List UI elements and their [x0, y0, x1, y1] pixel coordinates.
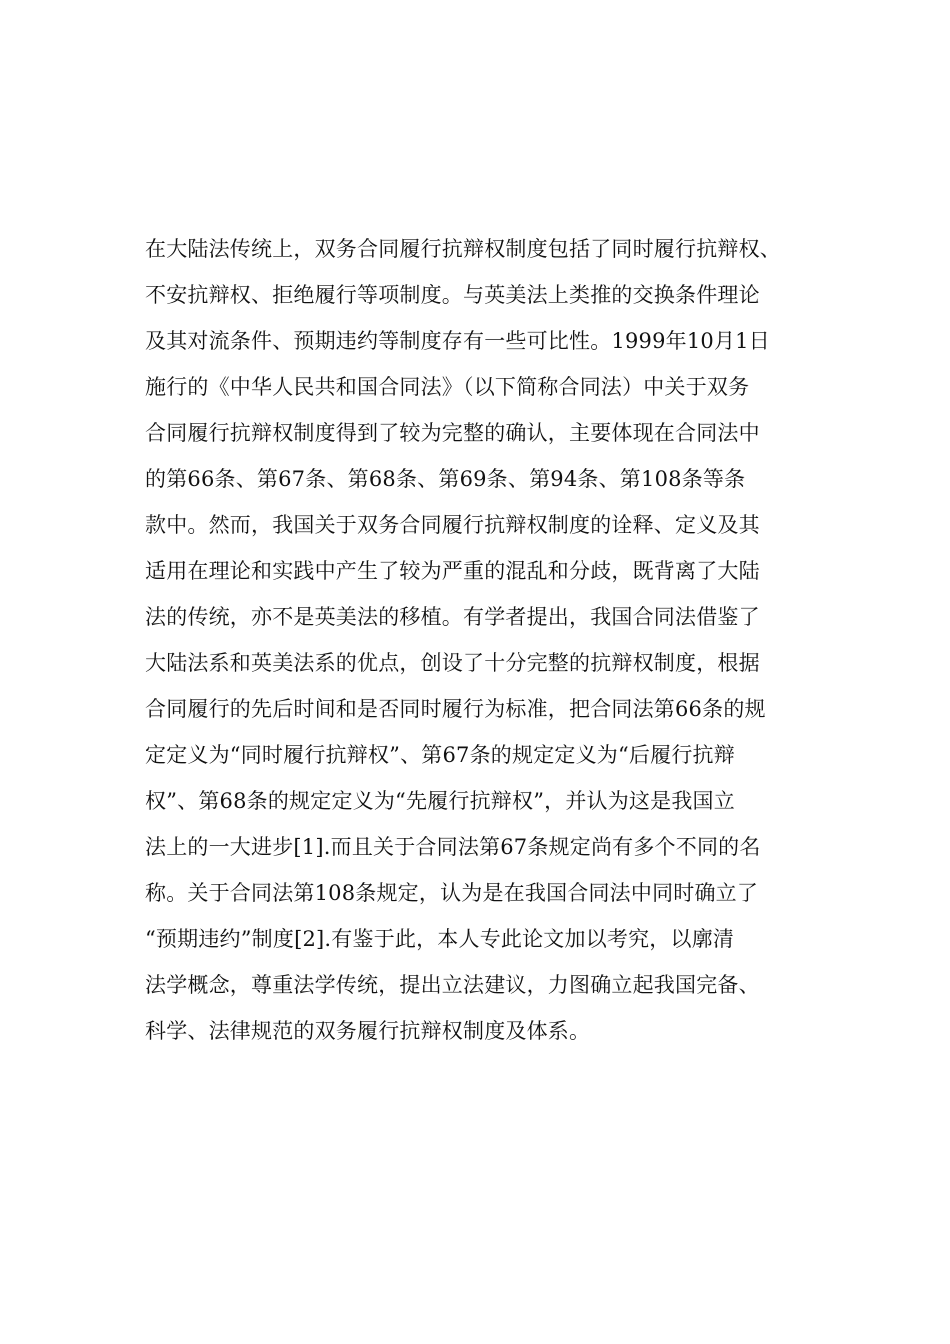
- paragraph-line: 适用在理论和实践中产生了较为严重的混乱和分歧，既背离了大陆: [145, 559, 760, 583]
- paragraph-line: 的第66条、第67条、第68条、第69条、第94条、第108条等条: [145, 467, 746, 491]
- paragraph-line: “预期违约”制度[2].有鉴于此，本人专此论文加以考究，以廓清: [145, 927, 735, 951]
- paragraph-line: 在大陆法传统上，双务合同履行抗辩权制度包括了同时履行抗辩权、: [145, 237, 781, 261]
- paragraph-line: 施行的《中华人民共和国合同法》（以下简称合同法）中关于双务: [145, 375, 750, 399]
- paragraph-line: 科学、法律规范的双务履行抗辩权制度及体系。: [145, 1019, 591, 1043]
- paragraph-line: 大陆法系和英美法系的优点，创设了十分完整的抗辩权制度，根据: [145, 651, 760, 675]
- paragraph-line: 款中。然而，我国关于双务合同履行抗辩权制度的诠释、定义及其: [145, 513, 760, 537]
- paragraph-line: 及其对流条件、预期违约等制度存有一些可比性。1999年10月1日: [145, 329, 770, 353]
- paragraph-line: 合同履行的先后时间和是否同时履行为标准，把合同法第66条的规: [145, 697, 766, 721]
- paragraph-line: 合同履行抗辩权制度得到了较为完整的确认，主要体现在合同法中: [145, 421, 760, 445]
- paragraph-line: 不安抗辩权、拒绝履行等项制度。与英美法上类推的交换条件理论: [145, 283, 760, 307]
- paragraph-line: 法上的一大进步[1].而且关于合同法第67条规定尚有多个不同的名: [145, 835, 761, 859]
- body-paragraph: [145, 226, 835, 1054]
- paragraph-line: 法的传统，亦不是英美法的移植。有学者提出，我国合同法借鉴了: [145, 605, 760, 629]
- paragraph-line: 权”、第68条的规定定义为“先履行抗辩权”，并认为这是我国立: [145, 789, 735, 813]
- paragraph-line: 称。关于合同法第108条规定，认为是在我国合同法中同时确立了: [145, 881, 759, 905]
- paragraph-line: 法学概念，尊重法学传统，提出立法建议，力图确立起我国完备、: [145, 973, 760, 997]
- paragraph-line: 定定义为“同时履行抗辩权”、第67条的规定定义为“后履行抗辩: [145, 743, 735, 767]
